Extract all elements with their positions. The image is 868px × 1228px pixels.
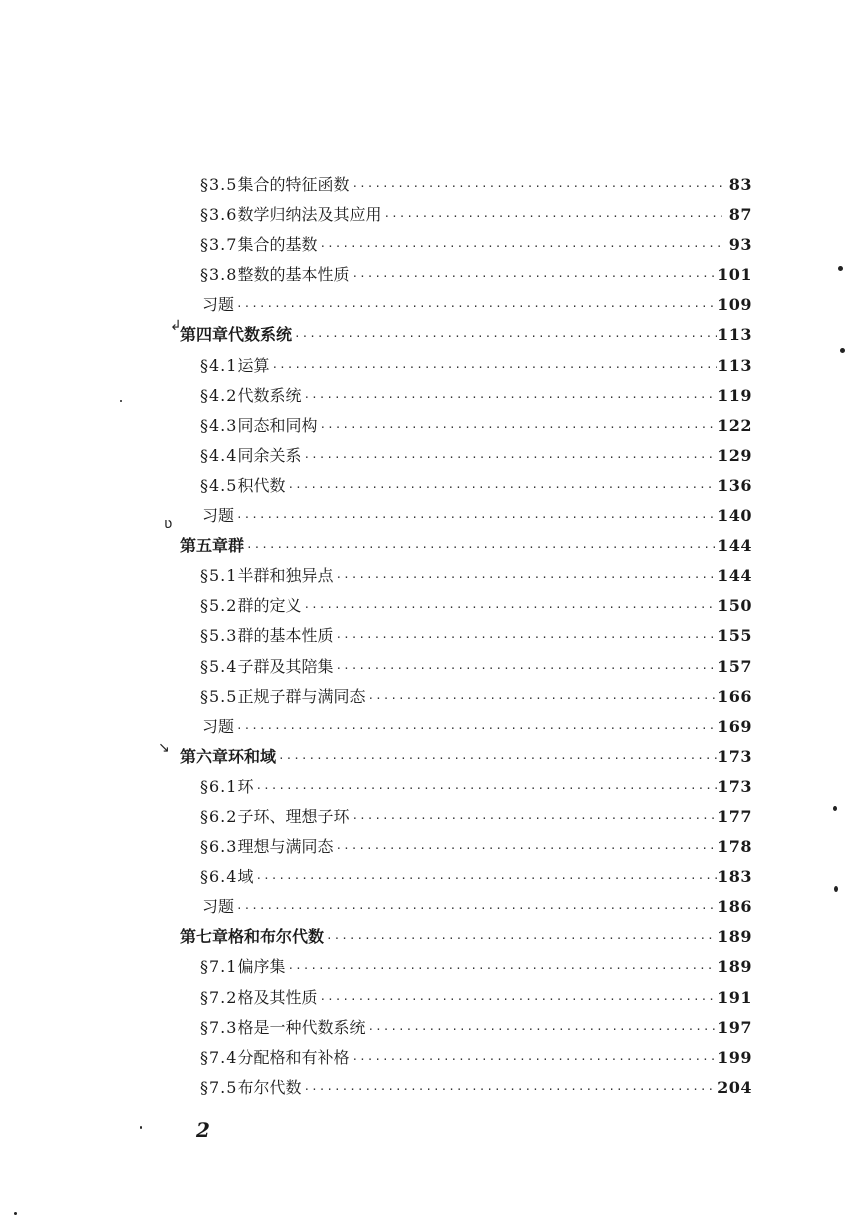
chapter-number: 第六章	[180, 746, 229, 766]
entry-title: 理想与满同态	[237, 837, 334, 857]
toc-section-row	[180, 652, 752, 682]
dot-leader	[303, 383, 717, 413]
entry-title: 整数的基本性质	[237, 265, 350, 285]
scan-mark: ʋ	[164, 516, 173, 532]
entry-title: 运算	[237, 355, 270, 375]
toc-section-row	[180, 381, 752, 411]
entry-page-number: 199	[717, 1047, 752, 1067]
dot-leader	[383, 202, 722, 232]
table-of-contents	[180, 170, 752, 1103]
toc-section-row	[180, 621, 752, 651]
entry-page-number: 144	[717, 536, 752, 556]
entry-page-number: 157	[717, 656, 752, 676]
toc-section-row	[180, 1013, 752, 1043]
section-number: §5.4	[200, 656, 238, 676]
section-number: §4.2	[200, 385, 238, 405]
scan-speck	[120, 400, 122, 402]
entry-title: 群	[228, 536, 245, 556]
section-number: §3.6	[200, 205, 238, 225]
dot-leader	[271, 353, 717, 383]
dot-leader	[236, 714, 717, 744]
dot-leader	[351, 262, 717, 292]
scan-mark: ↘	[158, 740, 170, 756]
dot-leader	[351, 804, 717, 834]
entry-page-number: 113	[717, 325, 752, 345]
toc-section-row	[180, 802, 752, 832]
entry-page-number: 186	[717, 897, 752, 917]
toc-section-row	[180, 1043, 752, 1073]
entry-page-number: 113	[717, 355, 752, 375]
scan-speck	[140, 1126, 142, 1129]
section-number: §7.5	[200, 1077, 238, 1097]
dot-leader	[351, 1045, 717, 1075]
toc-exercise-row	[180, 501, 752, 531]
dot-leader	[255, 864, 717, 894]
dot-leader	[367, 1015, 717, 1045]
section-number: §7.2	[200, 987, 238, 1007]
entry-page-number: 197	[717, 1017, 752, 1037]
entry-title: 环和域	[228, 746, 277, 766]
toc-chapter-row	[180, 531, 752, 561]
entry-title: 同余关系	[237, 445, 302, 465]
entry-page-number: 173	[717, 776, 752, 796]
entry-title: 数学归纳法及其应用	[237, 205, 382, 225]
entry-title: 习题	[202, 295, 235, 315]
entry-title: 布尔代数	[237, 1077, 302, 1097]
entry-title: 格和布尔代数	[228, 927, 325, 947]
entry-page-number: 140	[717, 506, 752, 526]
entry-page-number: 173	[717, 746, 752, 766]
entry-page-number: 93	[728, 235, 752, 255]
section-number: §6.3	[200, 837, 238, 857]
entry-title: 偏序集	[237, 957, 286, 977]
scan-speck	[834, 886, 838, 892]
toc-section-row	[180, 411, 752, 441]
entry-page-number: 177	[717, 806, 752, 826]
entry-page-number: 83	[728, 175, 752, 194]
entry-page-number: 191	[717, 987, 752, 1007]
entry-page-number: 204	[717, 1077, 752, 1097]
entry-page-number: 136	[717, 475, 752, 495]
entry-page-number: 189	[717, 927, 752, 947]
chapter-number: 第七章	[180, 927, 229, 947]
dot-leader	[236, 894, 717, 924]
dot-leader	[335, 654, 717, 684]
toc-section-row	[180, 682, 752, 712]
section-number: §7.3	[200, 1017, 238, 1037]
entry-title: 群的基本性质	[237, 626, 334, 646]
section-number: §5.3	[200, 626, 238, 646]
section-number: §3.7	[200, 235, 238, 255]
toc-exercise-row	[180, 892, 752, 922]
entry-title: 集合的基数	[237, 235, 318, 255]
scan-speck	[838, 266, 843, 271]
section-number: §6.2	[200, 806, 238, 826]
toc-section-row	[180, 591, 752, 621]
dot-leader	[335, 834, 717, 864]
entry-page-number: 178	[717, 837, 752, 857]
dot-leader	[255, 774, 717, 804]
entry-page-number: 101	[717, 265, 752, 285]
toc-section-row	[180, 1073, 752, 1103]
toc-section-row	[180, 952, 752, 982]
entry-page-number: 166	[717, 686, 752, 706]
entry-title: 子群及其陪集	[237, 656, 334, 676]
section-number: §4.5	[200, 475, 238, 495]
section-number: §5.1	[200, 566, 238, 586]
toc-section-row	[180, 471, 752, 501]
entry-title: 域	[237, 867, 254, 887]
dot-leader	[236, 292, 717, 322]
dot-leader	[278, 744, 717, 774]
entry-title: 习题	[202, 506, 235, 526]
section-number: §4.4	[200, 445, 238, 465]
section-number: §5.2	[200, 596, 238, 616]
entry-title: 分配格和有补格	[237, 1047, 350, 1067]
section-number: §7.4	[200, 1047, 238, 1067]
section-number: §3.8	[200, 265, 238, 285]
entry-title: 同态和同构	[237, 415, 318, 435]
section-number: §6.4	[200, 867, 238, 887]
entry-page-number: 122	[717, 415, 752, 435]
entry-title: 正规子群与满同态	[237, 686, 366, 706]
entry-title: 格是一种代数系统	[237, 1017, 366, 1037]
toc-section-row	[180, 230, 752, 260]
scan-speck	[14, 1212, 17, 1215]
toc-section-row	[180, 351, 752, 381]
dot-leader	[287, 473, 717, 503]
page-number: 2	[196, 1118, 210, 1142]
toc-section-row	[180, 983, 752, 1013]
chapter-number: 第四章	[180, 325, 229, 345]
dot-leader	[319, 232, 722, 262]
toc-exercise-row	[180, 290, 752, 320]
section-number: §7.1	[200, 957, 238, 977]
dot-leader	[367, 684, 717, 714]
entry-page-number: 155	[717, 626, 752, 646]
toc-section-row	[180, 862, 752, 892]
entry-page-number: 87	[728, 205, 752, 225]
dot-leader	[303, 443, 717, 473]
toc-chapter-row	[180, 922, 752, 952]
entry-page-number: 183	[717, 867, 752, 887]
dot-leader	[246, 533, 717, 563]
dot-leader	[351, 172, 722, 202]
dot-leader	[303, 593, 717, 623]
entry-title: 格及其性质	[237, 987, 318, 1007]
section-number: §4.3	[200, 415, 238, 435]
entry-title: 习题	[202, 897, 235, 917]
dot-leader	[319, 985, 717, 1015]
dot-leader	[335, 563, 717, 593]
scan-mark: ↲	[170, 318, 182, 334]
toc-chapter-row	[180, 742, 752, 772]
section-number: §5.5	[200, 686, 238, 706]
entry-title: 代数系统	[237, 385, 302, 405]
entry-title: 半群和独异点	[237, 566, 334, 586]
entry-page-number: 150	[717, 596, 752, 616]
entry-title: 习题	[202, 716, 235, 736]
section-number: §4.1	[200, 355, 238, 375]
toc-chapter-row	[180, 320, 752, 350]
toc-section-row	[180, 561, 752, 591]
entry-page-number: 144	[717, 566, 752, 586]
toc-exercise-row	[180, 712, 752, 742]
dot-leader	[335, 623, 717, 653]
section-number: §6.1	[200, 776, 238, 796]
toc-section-row	[180, 170, 752, 200]
toc-section-row	[180, 441, 752, 471]
toc-section-row	[180, 200, 752, 230]
entry-title: 群的定义	[237, 596, 302, 616]
dot-leader	[294, 322, 717, 352]
entry-title: 积代数	[237, 475, 286, 495]
entry-title: 子环、理想子环	[237, 806, 350, 826]
entry-page-number: 129	[717, 445, 752, 465]
entry-title: 环	[237, 776, 254, 796]
dot-leader	[303, 1075, 717, 1105]
entry-title: 代数系统	[228, 325, 293, 345]
section-number: §3.5	[200, 175, 238, 194]
dot-leader	[287, 954, 717, 984]
entry-title: 集合的特征函数	[237, 175, 350, 194]
toc-section-row	[180, 260, 752, 290]
toc-section-row	[180, 772, 752, 802]
chapter-number: 第五章	[180, 536, 229, 556]
dot-leader	[236, 503, 717, 533]
entry-page-number: 109	[717, 295, 752, 315]
toc-section-row	[180, 832, 752, 862]
entry-page-number: 189	[717, 957, 752, 977]
scan-speck	[833, 806, 837, 811]
entry-page-number: 119	[717, 385, 752, 405]
dot-leader	[319, 413, 717, 443]
entry-page-number: 169	[717, 716, 752, 736]
scan-speck	[840, 348, 845, 353]
dot-leader	[326, 924, 717, 954]
